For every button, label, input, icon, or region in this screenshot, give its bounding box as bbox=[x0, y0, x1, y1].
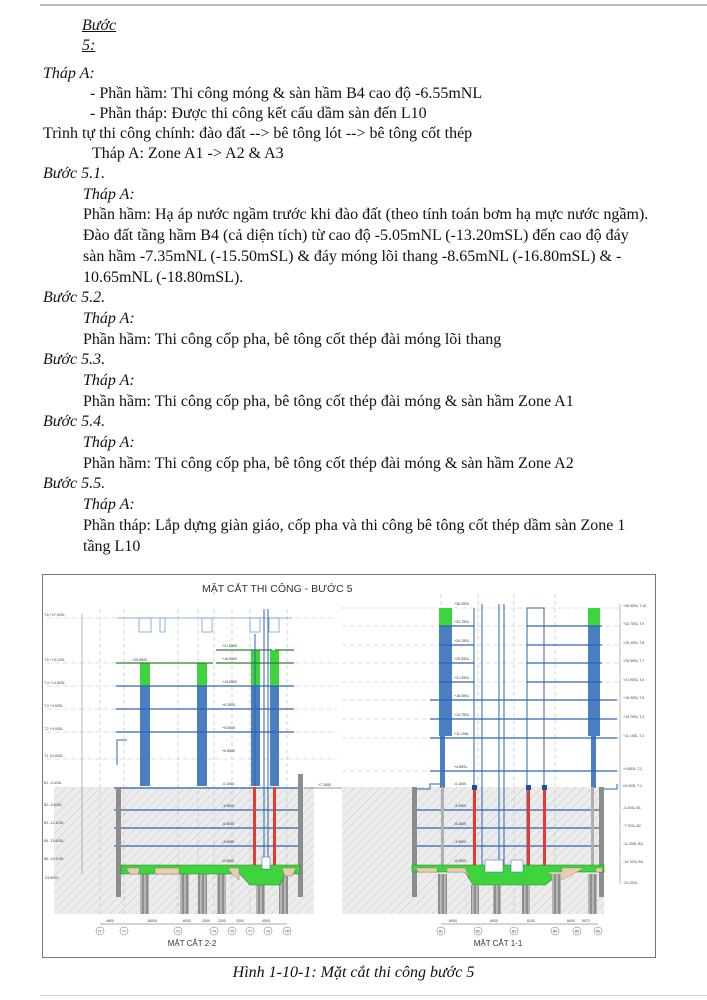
svg-text:4800: 4800 bbox=[106, 919, 114, 923]
svg-text:-14.70SL B4: -14.70SL B4 bbox=[623, 860, 643, 864]
section-left-label: MẶT CẮT 2-2 bbox=[167, 939, 217, 948]
svg-text:+9.3500: +9.3500 bbox=[222, 703, 236, 707]
substep-tower: Tháp A: bbox=[83, 496, 135, 513]
svg-text:+4.85SL: +4.85SL bbox=[454, 765, 468, 769]
svg-text:+14.75SL: +14.75SL bbox=[454, 713, 470, 717]
step-heading-line1: Bước bbox=[82, 17, 117, 34]
substep-line: Phần hầm: Thi công cốp pha, bê tông cốt thép đài móng & sàn hầm Zone A2 bbox=[83, 455, 574, 472]
svg-text:5572: 5572 bbox=[582, 919, 590, 923]
svg-text:+29.15SL T.8: +29.15SL T.8 bbox=[623, 641, 645, 645]
svg-text:8400: 8400 bbox=[567, 919, 575, 923]
substep-title: Bước 5.4. bbox=[43, 413, 106, 430]
svg-text:Y4: Y4 bbox=[212, 929, 216, 934]
svg-text:+25.55SL: +25.55SL bbox=[454, 657, 470, 661]
intro-sequence: Trình tự thi công chính: đào đất --> bê tông lót --> bê tông cốt thép bbox=[43, 125, 473, 142]
substep-title: Bước 5.1. bbox=[43, 165, 106, 182]
svg-text:-7.70SL B2: -7.70SL B2 bbox=[623, 824, 641, 828]
substep-line: 10.65mNL (-18.80mSL). bbox=[83, 269, 244, 286]
svg-text:B5 -19.10SL: B5 -19.10SL bbox=[44, 857, 64, 861]
svg-text:B3: B3 bbox=[512, 929, 516, 934]
section-right-label: MẶT CẮT 1-1 bbox=[473, 939, 523, 948]
svg-text:B4: B4 bbox=[553, 929, 557, 934]
svg-text:Y2: Y2 bbox=[176, 929, 180, 934]
substep-line: Phần hầm: Hạ áp nước ngầm trước khi đào đất (theo tính toán bơm hạ mực nước ngầm). bbox=[83, 206, 649, 223]
svg-text:T.2 +5.00SL: T.2 +5.00SL bbox=[44, 727, 64, 731]
svg-text:Y1: Y1 bbox=[122, 929, 126, 934]
svg-text:+21.8500: +21.8500 bbox=[222, 644, 238, 648]
svg-text:B6: B6 bbox=[596, 929, 600, 934]
svg-text:-6.5500: -6.5500 bbox=[454, 859, 467, 863]
svg-text:6000: 6000 bbox=[183, 919, 191, 923]
svg-text:3300: 3300 bbox=[218, 919, 226, 923]
svg-text:-3.9500: -3.9500 bbox=[454, 804, 467, 808]
svg-text:T.5 +19.10SL: T.5 +19.10SL bbox=[44, 658, 66, 662]
substep-line: Đào đất tầng hầm B4 (cả diện tích) từ cao độ -5.05mNL (-13.20mSL) đến cao độ đáy bbox=[83, 227, 629, 244]
svg-text:-23.20SL: -23.20SL bbox=[623, 881, 638, 885]
intro-tower-label: Tháp A: bbox=[43, 65, 95, 82]
svg-text:T.4 +14.80SL: T.4 +14.80SL bbox=[44, 681, 66, 685]
svg-text:-0.1500: -0.1500 bbox=[222, 782, 235, 786]
svg-text:4500: 4500 bbox=[262, 919, 270, 923]
svg-text:8100: 8100 bbox=[527, 919, 535, 923]
svg-text:6500: 6500 bbox=[449, 919, 457, 923]
substep-tower: Tháp A: bbox=[83, 372, 135, 389]
svg-text:Y5: Y5 bbox=[230, 929, 234, 934]
substep-line: Phần tháp: Lắp dựng giàn giáo, cốp pha và thi công bê tông cốt thép dầm sàn Zone 1 bbox=[83, 517, 626, 534]
svg-text:+36.35SL: +36.35SL bbox=[454, 602, 470, 606]
substep-line: Phần hầm: Thi công cốp pha, bê tông cốt thép đài móng & sàn hầm Zone A1 bbox=[83, 393, 574, 410]
construction-section-drawing bbox=[42, 574, 656, 958]
step-heading-line2: 5: bbox=[82, 37, 96, 54]
top-rule bbox=[40, 4, 707, 6]
intro-zone-order: Tháp A: Zone A1 -> A2 & A3 bbox=[92, 145, 284, 162]
svg-text:-3.9500: -3.9500 bbox=[222, 840, 235, 844]
svg-text:18000: 18000 bbox=[147, 919, 157, 923]
svg-text:Y1': Y1' bbox=[97, 929, 103, 934]
svg-text:-3.9500: -3.9500 bbox=[454, 840, 467, 844]
svg-text:-6.4500: -6.4500 bbox=[454, 822, 467, 826]
svg-text:+32.75SL T.9: +32.75SL T.9 bbox=[623, 622, 645, 626]
figure-caption: Hình 1-10-1: Mặt cắt thi công bước 5 bbox=[232, 964, 475, 981]
svg-text:-11.20SL B3: -11.20SL B3 bbox=[623, 842, 643, 846]
svg-text:B1 -4.40SL: B1 -4.40SL bbox=[44, 781, 62, 785]
figure-title: MẶT CẮT THI CÔNG - BƯỚC 5 bbox=[202, 583, 353, 595]
svg-text:-3.9500: -3.9500 bbox=[222, 804, 235, 808]
svg-text:-0.1500: -0.1500 bbox=[454, 782, 467, 786]
substep-title: Bước 5.5. bbox=[43, 475, 106, 492]
svg-text:+25.55SL T.7: +25.55SL T.7 bbox=[623, 659, 645, 663]
svg-text:B2 -8.60SL: B2 -8.60SL bbox=[44, 803, 62, 807]
svg-text:-6.4500: -6.4500 bbox=[222, 822, 235, 826]
svg-text:Y8': Y8' bbox=[284, 929, 290, 934]
substep-title: Bước 5.2. bbox=[43, 289, 106, 306]
svg-text:+11.15SL T.3: +11.15SL T.3 bbox=[623, 734, 644, 738]
svg-text:+18.35SL T.5: +18.35SL T.5 bbox=[623, 696, 645, 700]
svg-text:+11.15SL: +11.15SL bbox=[454, 732, 470, 736]
svg-text:B3 -12.10SL: B3 -12.10SL bbox=[44, 821, 64, 825]
svg-text:+21.95SL T.6: +21.95SL T.6 bbox=[623, 678, 645, 682]
svg-text:+4.85SL T.2: +4.85SL T.2 bbox=[623, 767, 643, 771]
svg-text:6500: 6500 bbox=[490, 919, 498, 923]
substep-tower: Tháp A: bbox=[83, 310, 135, 327]
svg-text:+18.35SL: +18.35SL bbox=[454, 694, 470, 698]
intro-bullet-2: - Phần tháp: Được thi công kết cấu dầm sàn đến L10 bbox=[90, 105, 427, 122]
svg-text:-23.80SL: -23.80SL bbox=[44, 876, 59, 880]
svg-text:+29.15SL: +29.15SL bbox=[454, 639, 470, 643]
svg-text:+7.1600: +7.1600 bbox=[318, 783, 332, 787]
svg-text:+14.75SL T.4: +14.75SL T.4 bbox=[623, 715, 645, 719]
svg-text:3300: 3300 bbox=[202, 919, 210, 923]
svg-text:+14.6500: +14.6500 bbox=[222, 680, 238, 684]
substep-line: tầng L10 bbox=[83, 538, 141, 555]
svg-text:Y7: Y7 bbox=[248, 929, 252, 934]
svg-text:+0.8500: +0.8500 bbox=[222, 749, 236, 753]
svg-text:+36.55SL T.10: +36.55SL T.10 bbox=[623, 604, 647, 608]
bottom-rule bbox=[40, 995, 707, 996]
svg-text:B2: B2 bbox=[476, 929, 480, 934]
svg-text:+21.95SL: +21.95SL bbox=[454, 676, 470, 680]
svg-text:B4 -15.60SL: B4 -15.60SL bbox=[44, 839, 64, 843]
svg-text:T.6 +27.50SL: T.6 +27.50SL bbox=[44, 613, 66, 617]
substep-title: Bước 5.3. bbox=[43, 351, 106, 368]
svg-text:Y8: Y8 bbox=[266, 929, 270, 934]
svg-text:±0.00SL T.1: ±0.00SL T.1 bbox=[623, 784, 642, 788]
svg-text:+32.75SL: +32.75SL bbox=[454, 620, 470, 624]
svg-text:+18.9500: +18.9500 bbox=[222, 657, 238, 661]
svg-text:3300: 3300 bbox=[236, 919, 244, 923]
substep-tower: Tháp A: bbox=[83, 186, 135, 203]
svg-text:B5: B5 bbox=[575, 929, 579, 934]
substep-tower: Tháp A: bbox=[83, 434, 135, 451]
svg-text:+20.6500: +20.6500 bbox=[132, 658, 148, 662]
svg-text:-4.20SL B1: -4.20SL B1 bbox=[623, 806, 641, 810]
svg-text:+5.0500: +5.0500 bbox=[222, 726, 236, 730]
substep-line: sàn hầm -7.35mNL (-15.50mSL) & đáy móng lõi thang -8.65mNL (-16.80mSL) & - bbox=[83, 248, 622, 265]
svg-text:-6.5500: -6.5500 bbox=[222, 859, 235, 863]
substep-line: Phần hầm: Thi công cốp pha, bê tông cốt thép đài móng lõi thang bbox=[83, 331, 502, 348]
svg-text:T.1 ±0.00SL: T.1 ±0.00SL bbox=[44, 754, 64, 758]
svg-text:B1: B1 bbox=[439, 929, 443, 934]
intro-bullet-1: - Phần hầm: Thi công móng & sàn hầm B4 cao độ -6.55mNL bbox=[90, 85, 483, 102]
svg-text:T.3 +9.50SL: T.3 +9.50SL bbox=[44, 704, 64, 708]
